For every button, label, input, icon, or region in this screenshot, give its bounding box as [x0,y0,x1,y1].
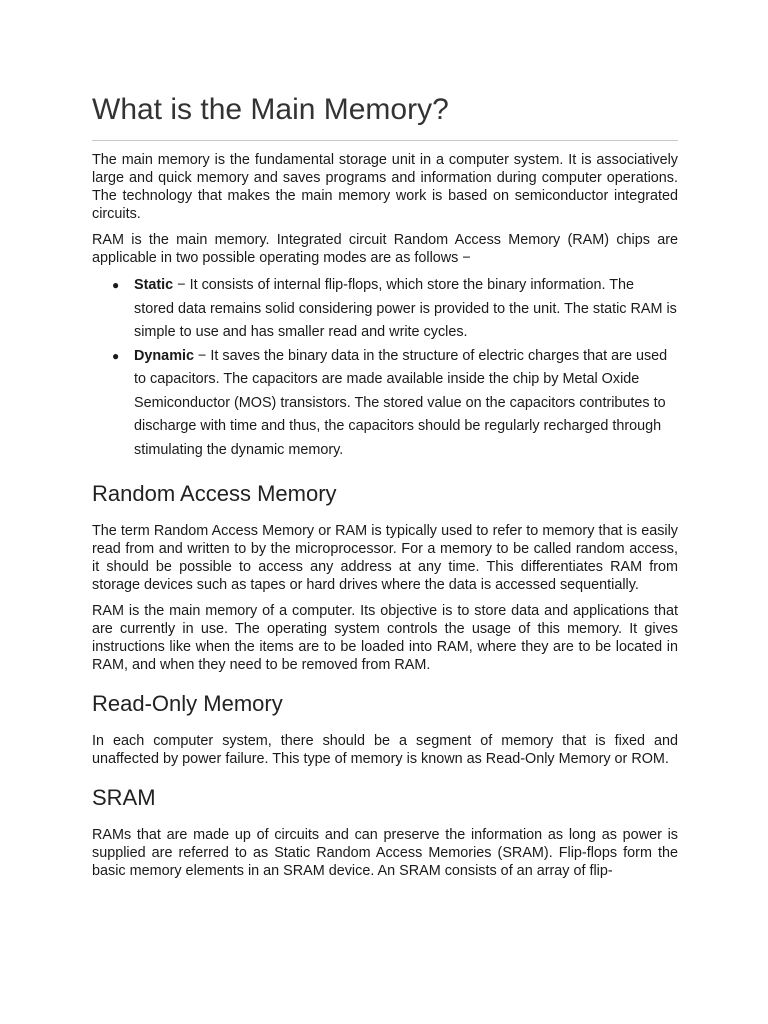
list-item-dynamic [92,345,678,463]
mode-text-dynamic: − It saves the binary data in the structure of electric charges that are used to capacitors. The capacitors are made available inside the chip by Metal Oxide Semiconductor (MOS) transistors. The stored value on the capacitors contributes to discharge with time and thus, the capacitors should be regularly recharged through stimulating the dynamic memory. [134,347,668,458]
page-title: What is the Main Memory? [92,92,678,141]
ram-paragraph-1: The term Random Access Memory or RAM is typically used to refer to memory that is easily read from and written to by the microprocessor. For a memory to be called random access, it should be possible to access any address at any time. This differentiates RAM from storage devices such as tapes or hard drives where the data is accessed sequentially. [92,523,678,593]
main-memory-paragraph-1: The main memory is the fundamental storage unit in a computer system. It is associatively large and quick memory and saves programs and information during computer operations. The technology that makes the main memory work is based on semiconductor integrated circuits. [92,152,678,222]
heading-sram: SRAM [92,785,156,810]
operating-modes-list [92,274,678,462]
article-content [92,92,678,880]
sram-paragraph-1: RAMs that are made up of circuits and can preserve the information as long as power is supplied are referred to as Static Random Access Memories (SRAM). Flip-flops form the basic memory elements in an SRAM device. An SRAM consists of an array of flip- [92,827,678,879]
rom-paragraph-1: In each computer system, there should be a segment of memory that is fixed and unaffected by power failure. This type of memory is known as Read-Only Memory or ROM. [92,733,678,767]
mode-text-static: − It consists of internal flip-flops, which store the binary information. The stored data remains solid considering power is provided to the unit. The static RAM is simple to use and has smaller read and write cycles. [134,277,677,340]
bullet-icon: ● [112,348,120,363]
heading-random-access-memory: Random Access Memory [92,481,337,506]
list-item-static [92,274,678,345]
mode-term-dynamic: Dynamic [134,347,194,364]
mode-term-static: Static [134,277,174,293]
main-memory-paragraph-2: RAM is the main memory. Integrated circuit Random Access Memory (RAM) chips are applicable in two possible operating modes are as follows − [92,232,678,266]
ram-paragraph-2: RAM is the main memory of a computer. Its objective is to store data and applications that are currently in use. The operating system controls the usage of this memory. It gives instructions like when the items are to be loaded into RAM, where they are to be located in RAM, and when they need to be removed from RAM. [92,603,678,673]
heading-read-only-memory: Read-Only Memory [92,691,283,716]
bullet-icon: ● [112,278,120,292]
